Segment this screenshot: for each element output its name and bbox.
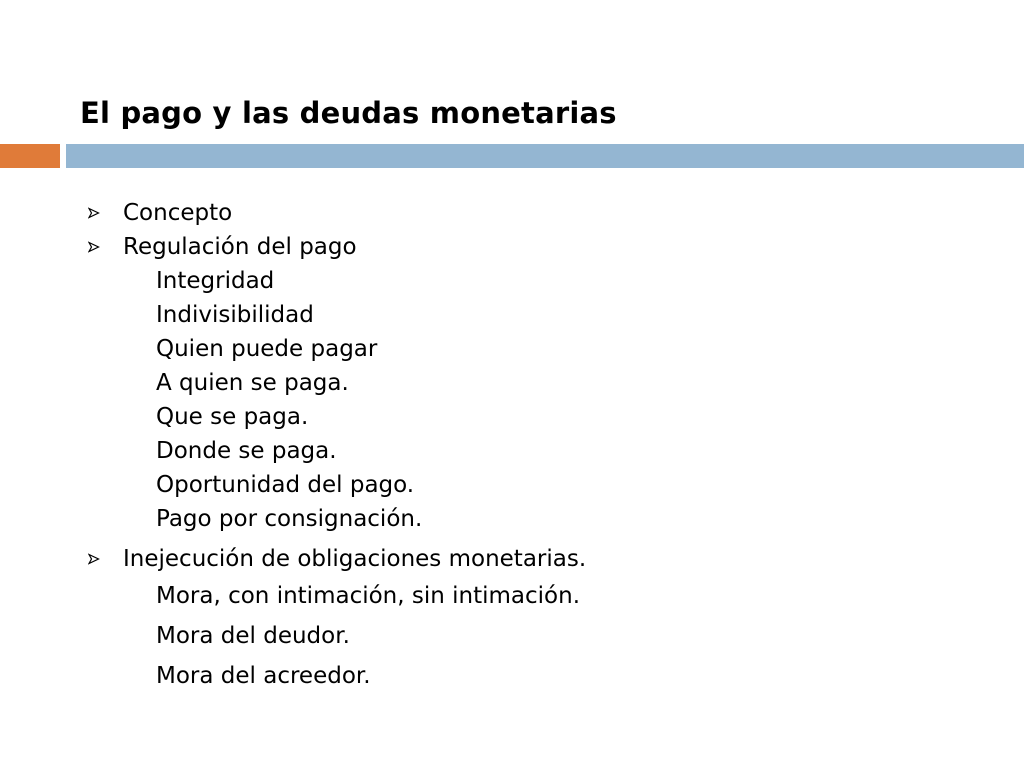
bullet-item <box>86 230 1006 264</box>
arrowhead-bullet-icon <box>86 239 102 255</box>
sub-item <box>86 502 1006 536</box>
sub-item <box>86 332 1006 366</box>
sub-item <box>86 400 1006 434</box>
sub-item-label: Pago por consignación. <box>156 506 423 532</box>
accent-block-orange <box>0 144 60 168</box>
bullet-item-label: Inejecución de obligaciones monetarias. <box>123 546 587 572</box>
sub-item <box>86 576 1006 616</box>
sub-item <box>86 468 1006 502</box>
sub-item-label: Que se paga. <box>156 404 309 430</box>
sub-item-label: Mora del acreedor. <box>156 663 371 689</box>
sub-item-label: A quien se paga. <box>156 370 349 396</box>
sub-item <box>86 434 1006 468</box>
sub-item <box>86 298 1006 332</box>
slide-content <box>86 196 1006 696</box>
sub-item <box>86 366 1006 400</box>
sub-item-label: Donde se paga. <box>156 438 337 464</box>
arrowhead-bullet-icon <box>86 205 102 221</box>
sub-item-label: Mora, con intimación, sin intimación. <box>156 583 581 609</box>
sub-item <box>86 264 1006 298</box>
sub-item-label: Integridad <box>156 268 275 294</box>
bullet-item <box>86 196 1006 230</box>
bullet-item-label: Regulación del pago <box>123 234 357 260</box>
sub-item-label: Oportunidad del pago. <box>156 472 415 498</box>
accent-bar-blue <box>66 144 1024 168</box>
slide-title: El pago y las deudas monetarias <box>80 96 617 130</box>
bullet-item <box>86 542 1006 576</box>
sub-item-label: Indivisibilidad <box>156 302 314 328</box>
sub-item <box>86 616 1006 656</box>
sub-item-label: Quien puede pagar <box>156 336 378 362</box>
sub-item <box>86 656 1006 696</box>
sub-item-label: Mora del deudor. <box>156 623 350 649</box>
arrowhead-bullet-icon <box>86 551 102 567</box>
bullet-item-label: Concepto <box>123 200 233 226</box>
